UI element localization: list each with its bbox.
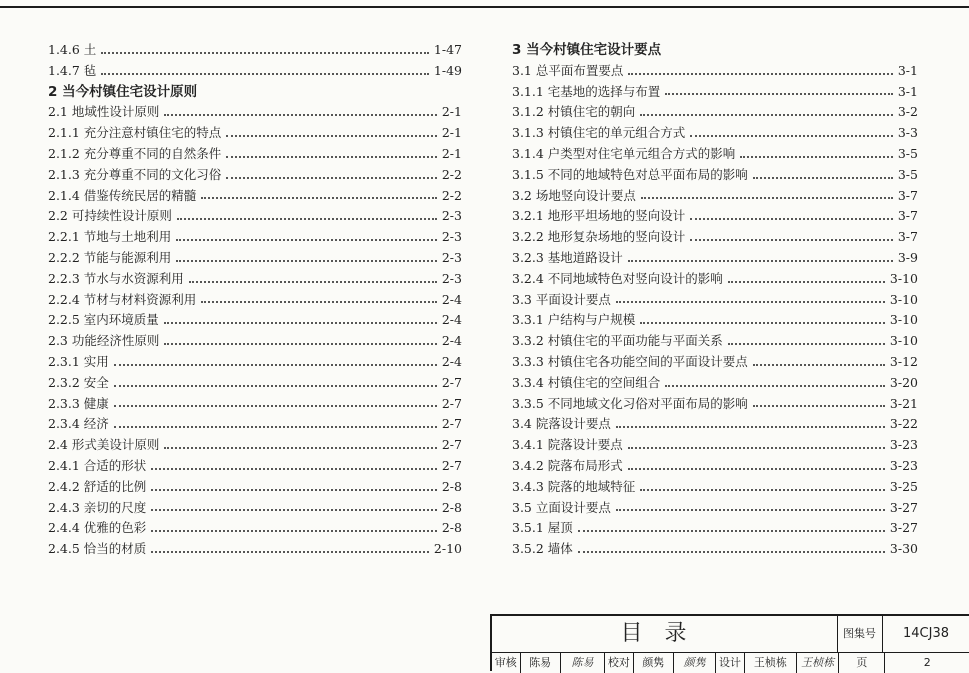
toc-entry-page: 3-10 (889, 291, 918, 307)
dot-leader (176, 259, 437, 262)
toc-entry-page: 3-27 (889, 520, 918, 536)
toc-entry (48, 61, 462, 82)
toc-entry-page: 2-3 (441, 249, 462, 265)
dot-leader (690, 217, 893, 220)
atlas-number-value: 14CJ38 (883, 616, 969, 653)
toc-entry-title: 3.2 场地竖向设计要点 (512, 187, 636, 203)
toc-entry (512, 206, 918, 227)
dot-leader (201, 300, 437, 303)
toc-entry (512, 456, 918, 477)
toc-entry-title: 2.4 形式美设计原则 (48, 437, 160, 453)
dot-leader (114, 363, 437, 366)
toc-entry (512, 331, 918, 352)
toc-entry-title: 2.1.2 充分尊重不同的自然条件 (48, 145, 222, 161)
toc-entry-page: 3-25 (889, 478, 918, 494)
toc-entry (48, 414, 462, 435)
toc-entry (48, 477, 462, 498)
toc-entry-page: 2-4 (441, 353, 462, 369)
toc-entry (48, 373, 462, 394)
toc-entry (48, 102, 462, 123)
dot-leader (101, 51, 429, 54)
toc-entry-page: 3-7 (897, 187, 918, 203)
dot-leader (226, 134, 437, 137)
toc-entry (48, 248, 462, 269)
dot-leader (114, 404, 437, 407)
toc-entry-title: 2.1.4 借鉴传统民居的精髓 (48, 187, 197, 203)
toc-entry-title: 3.4.2 院落布局形式 (512, 457, 623, 473)
toc-entry-title: 3.4.1 院落设计要点 (512, 437, 623, 453)
checker-signature: 颜隽 (674, 653, 716, 673)
toc-entry (512, 61, 918, 82)
toc-entry-page: 3-22 (889, 416, 918, 432)
toc-entry-title: 2.4.3 亲切的尺度 (48, 499, 147, 515)
toc-entry-title: 3.4.3 院落的地域特征 (512, 478, 636, 494)
toc-entry-page: 3-30 (889, 541, 918, 557)
toc-entry-title: 1.4.6 土 (48, 42, 97, 57)
toc-entry-title: 3.3 平面设计要点 (512, 291, 611, 307)
toc-entry (48, 352, 462, 373)
toc-entry (512, 248, 918, 269)
toc-entry (512, 414, 918, 435)
toc-entry-page: 2-1 (441, 104, 462, 120)
dot-leader (740, 155, 893, 158)
toc-left-column (48, 40, 462, 560)
dot-leader (641, 196, 893, 199)
toc-entry-title: 3.2.1 地形平坦场地的竖向设计 (512, 208, 686, 224)
toc-entry-page: 3-27 (889, 499, 918, 515)
toc-entry-page: 2-4 (441, 312, 462, 328)
toc-entry (512, 435, 918, 456)
toc-entry (48, 186, 462, 207)
toc-entry-page: 2-4 (441, 333, 462, 349)
dot-leader (151, 508, 437, 511)
dot-leader (640, 113, 893, 116)
toc-entry-title: 3.5.2 墙体 (512, 541, 573, 557)
dot-leader (690, 134, 893, 137)
designer-label: 设计 (716, 653, 745, 673)
toc-entry-page: 2-8 (441, 478, 462, 494)
toc-entry-page: 2-7 (441, 457, 462, 473)
dot-leader (753, 176, 893, 179)
dot-leader (578, 529, 885, 532)
toc-entry (512, 373, 918, 394)
toc-entry-page: 2-10 (433, 541, 462, 557)
toc-entry-title: 3.1.5 不同的地域特色对总平面布局的影响 (512, 166, 748, 182)
dot-leader (665, 384, 885, 387)
toc-entry-page: 3-23 (889, 437, 918, 453)
toc-entry-title: 2.3.1 实用 (48, 353, 109, 369)
designer-signature: 王桢栋 (797, 653, 839, 673)
toc-entry-page: 2-8 (441, 499, 462, 515)
signature-row (492, 653, 969, 673)
toc-entry (512, 82, 918, 103)
dot-leader (616, 508, 885, 511)
toc-entry-page: 3-3 (897, 125, 918, 141)
dot-leader (151, 488, 437, 491)
dot-leader (151, 467, 437, 470)
toc-entry (512, 477, 918, 498)
toc-entry-page: 2-7 (441, 437, 462, 453)
dot-leader (616, 300, 885, 303)
toc-entry-title: 2.4.2 舒适的比例 (48, 478, 147, 494)
toc-entry-page: 2-3 (441, 270, 462, 286)
toc-entry (512, 102, 918, 123)
toc-entry-title: 3.3.5 不同地域文化习俗对平面布局的影响 (512, 395, 748, 411)
dot-leader (164, 321, 437, 324)
toc-entry-page: 1-49 (433, 62, 462, 78)
toc-entry-page: 3-21 (889, 395, 918, 411)
toc-entry-title: 2.1.1 充分注意村镇住宅的特点 (48, 125, 222, 141)
dot-leader (665, 92, 893, 95)
toc-entry-page: 3-7 (897, 229, 918, 245)
toc-entry (48, 435, 462, 456)
toc-entry-title: 3.2.2 地形复杂场地的竖向设计 (512, 229, 686, 245)
toc-entry-page: 2-1 (441, 145, 462, 161)
toc-entry-title: 3.5 立面设计要点 (512, 499, 611, 515)
toc-entry (512, 123, 918, 144)
toc-entry-title: 2.1 地域性设计原则 (48, 104, 160, 120)
toc-entry-title: 2.3 功能经济性原则 (48, 333, 160, 349)
dot-leader (164, 446, 437, 449)
top-border (0, 6, 969, 8)
toc-entry-page: 3-10 (889, 270, 918, 286)
toc-entry-title: 3.3.4 村镇住宅的空间组合 (512, 374, 661, 390)
dot-leader (640, 321, 885, 324)
dot-leader (151, 529, 437, 532)
dot-leader (628, 72, 893, 75)
dot-leader (753, 404, 885, 407)
toc-entry (512, 227, 918, 248)
toc-section-heading (512, 40, 918, 61)
toc-entry-title: 3.5.1 屋顶 (512, 520, 573, 536)
toc-entry-title: 2.4.5 恰当的材质 (48, 541, 147, 557)
page-number: 2 (923, 656, 931, 669)
dot-leader (628, 467, 885, 470)
toc-right-column (512, 40, 918, 560)
toc-entry (48, 290, 462, 311)
toc-entry-page: 2-7 (441, 374, 462, 390)
toc-entry-page: 3-2 (897, 104, 918, 120)
toc-entry-title: 3.1.3 村镇住宅的单元组合方式 (512, 125, 686, 141)
dot-leader (728, 280, 885, 283)
toc-entry (48, 206, 462, 227)
toc-entry-title: 2 当今村镇住宅设计原则 (48, 83, 198, 100)
dot-leader (616, 425, 885, 428)
toc-entry-title: 2.2.3 节水与水资源利用 (48, 270, 184, 286)
toc-entry-title: 2.2.2 节能与能源利用 (48, 249, 172, 265)
toc-entry-page: 2-1 (441, 125, 462, 141)
toc-entry-page: 3-23 (889, 457, 918, 473)
dot-leader (189, 280, 437, 283)
designer-name: 王桢栋 (745, 653, 797, 673)
toc-entry-title: 2.1.3 充分尊重不同的文化习俗 (48, 166, 222, 182)
toc-entry (512, 498, 918, 519)
toc-entry (512, 144, 918, 165)
toc-entry-page: 3-12 (889, 353, 918, 369)
reviewer-signature: 陈易 (561, 653, 605, 673)
toc-entry-page: 3-7 (897, 208, 918, 224)
toc-entry-page: 3-20 (889, 374, 918, 390)
toc-entry (512, 165, 918, 186)
toc-entry-page: 2-4 (441, 291, 462, 307)
toc-entry-page: 2-3 (441, 208, 462, 224)
dot-leader (164, 342, 437, 345)
toc-entry (48, 539, 462, 560)
toc-entry-title: 2.4.1 合适的形状 (48, 457, 147, 473)
toc-entry-page: 3-1 (897, 83, 918, 99)
toc-entry (512, 290, 918, 311)
toc-entry-page: 2-8 (441, 520, 462, 536)
toc-entry-title: 3.1 总平面布置要点 (512, 62, 624, 78)
toc-entry-title: 2.4.4 优雅的色彩 (48, 520, 147, 536)
toc-entry-page: 2-7 (441, 416, 462, 432)
toc-entry-page: 3-5 (897, 145, 918, 161)
toc-entry-title: 3.3.2 村镇住宅的平面功能与平面关系 (512, 333, 723, 349)
dot-leader (226, 155, 437, 158)
dot-leader (628, 446, 885, 449)
checker-label: 校对 (605, 653, 634, 673)
page-label: 页 (839, 653, 885, 673)
toc-entry-title: 3.2.3 基地道路设计 (512, 249, 623, 265)
dot-leader (114, 384, 437, 387)
toc-entry (48, 123, 462, 144)
dot-leader (201, 196, 437, 199)
toc-entry (48, 227, 462, 248)
toc-entry-page: 3-9 (897, 249, 918, 265)
toc-entry (512, 310, 918, 331)
dot-leader (151, 550, 429, 553)
toc-entry-page: 3-5 (897, 166, 918, 182)
toc-entry-page: 2-2 (441, 166, 462, 182)
dot-leader (690, 238, 893, 241)
toc-entry-title: 2.2.5 室内环境质量 (48, 312, 159, 328)
toc-entry-page: 2-7 (441, 395, 462, 411)
toc-section-heading (48, 82, 462, 103)
dot-leader (177, 217, 437, 220)
toc-entry (48, 331, 462, 352)
toc-entry (48, 498, 462, 519)
toc-entry (48, 40, 462, 61)
toc-entry (48, 310, 462, 331)
toc-entry (48, 518, 462, 539)
dot-leader (728, 342, 885, 345)
toc-entry (512, 539, 918, 560)
dot-leader (226, 176, 437, 179)
toc-entry-page: 2-3 (441, 229, 462, 245)
toc-entry-title: 3 当今村镇住宅设计要点 (512, 42, 662, 58)
toc-entry-page: 3-1 (897, 62, 918, 78)
toc-entry-title: 2.3.3 健康 (48, 395, 109, 411)
toc-entry (48, 394, 462, 415)
toc-entry-page: 3-10 (889, 312, 918, 328)
toc-entry-page: 3-10 (889, 333, 918, 349)
dot-leader (176, 238, 437, 241)
toc-entry-title: 3.2.4 不同地域特色对竖向设计的影响 (512, 270, 723, 286)
toc-entry (48, 269, 462, 290)
toc-entry-title: 2.3.2 安全 (48, 374, 109, 390)
toc-entry (512, 269, 918, 290)
toc-entry (48, 144, 462, 165)
dot-leader (101, 72, 429, 75)
toc-entry-title: 3.3.3 村镇住宅各功能空间的平面设计要点 (512, 353, 748, 369)
toc-entry (48, 165, 462, 186)
toc-entry (512, 394, 918, 415)
toc-entry-title: 3.1.4 户类型对住宅单元组合方式的影响 (512, 145, 736, 161)
title-block-title: 目录 (492, 616, 838, 653)
toc-entry-title: 3.1.2 村镇住宅的朝向 (512, 104, 636, 120)
toc-entry (48, 456, 462, 477)
toc-entry-title: 3.3.1 户结构与户规模 (512, 312, 636, 328)
toc-entry-title: 3.1.1 宅基地的选择与布置 (512, 83, 661, 99)
dot-leader (753, 363, 885, 366)
dot-leader (578, 550, 885, 553)
dot-leader (628, 259, 893, 262)
toc-entry-title: 2.2.1 节地与土地利用 (48, 229, 172, 245)
toc-entry-page: 1-47 (433, 42, 462, 57)
dot-leader (114, 425, 437, 428)
atlas-number-label: 图集号 (837, 616, 883, 653)
toc-entry-page: 2-2 (441, 187, 462, 203)
checker-name: 颜隽 (634, 653, 674, 673)
title-block (490, 614, 969, 671)
toc-entry-title: 1.4.7 毡 (48, 62, 97, 78)
dot-leader (164, 113, 437, 116)
dot-leader (640, 488, 885, 491)
toc-entry-title: 3.4 院落设计要点 (512, 416, 611, 432)
toc-entry (512, 186, 918, 207)
toc-entry-title: 2.3.4 经济 (48, 416, 109, 432)
toc-entry (512, 352, 918, 373)
reviewer-label: 审核 (492, 653, 521, 673)
toc-entry (512, 518, 918, 539)
toc-entry-title: 2.2 可持续性设计原则 (48, 208, 172, 224)
reviewer-name: 陈易 (521, 653, 561, 673)
toc-entry-title: 2.2.4 节材与材料资源利用 (48, 291, 197, 307)
